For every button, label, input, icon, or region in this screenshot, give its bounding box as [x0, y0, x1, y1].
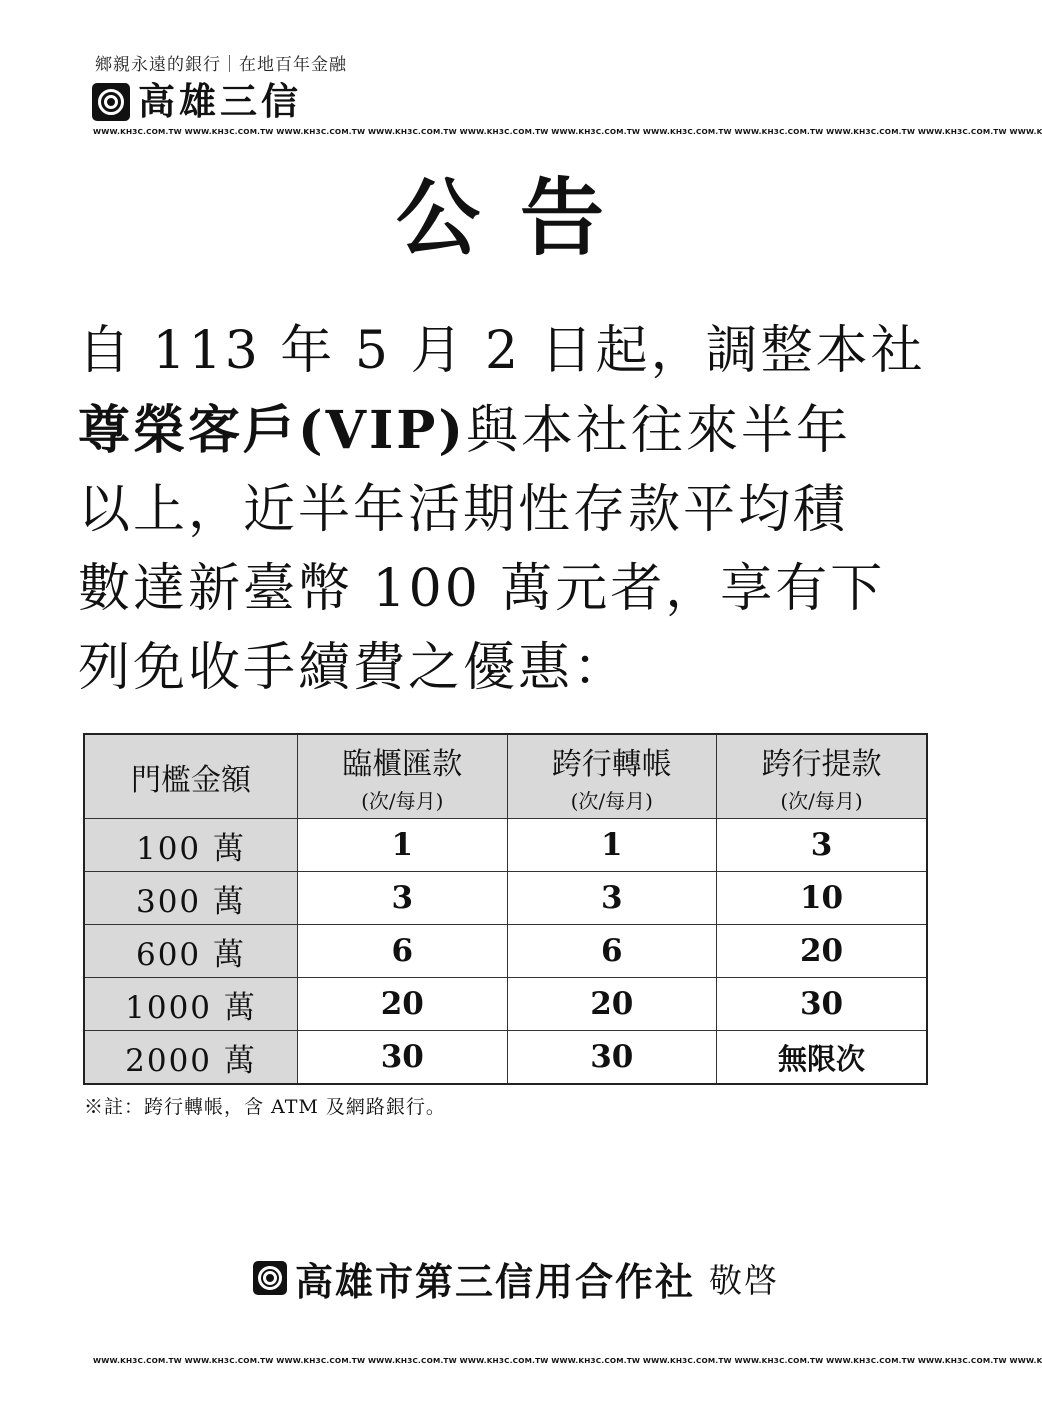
threshold-cell: 300 萬	[84, 872, 298, 925]
url-strip-bottom: WWW.KH3C.COM.TW WWW.KH3C.COM.TW WWW.KH3C.COM.TW WWW.KH3C.COM.TW WWW.KH3C.COM.TW WWW.KH3C.COM.TW WWW.KH3C.COM.TW WWW.KH3C.COM.TW WWW.KH3C.COM.TW WWW.KH3C.COM.TW WWW.K	[93, 1356, 1042, 1365]
vip-label: 尊榮客戶	[78, 401, 299, 461]
threshold-cell: 1000 萬	[84, 978, 298, 1031]
counter-remit-cell: 6	[298, 925, 508, 978]
body-line-1: 自 113 年 5 月 2 日起，調整本社	[78, 321, 926, 381]
url-strip-top: WWW.KH3C.COM.TW WWW.KH3C.COM.TW WWW.KH3C.COM.TW WWW.KH3C.COM.TW WWW.KH3C.COM.TW WWW.KH3C.COM.TW WWW.KH3C.COM.TW WWW.KH3C.COM.TW WWW.KH3C.COM.TW WWW.KH3C.COM.TW WWW.K	[93, 127, 1042, 136]
threshold-cell: 100 萬	[84, 819, 298, 872]
brand-name: 高雄三信	[138, 80, 302, 123]
counter-remit-cell: 3	[298, 872, 508, 925]
interbank-transfer-cell: 30	[507, 1031, 717, 1085]
body-line-2	[78, 391, 930, 471]
kh3c-logo-icon	[253, 1261, 287, 1295]
brand-logo	[92, 82, 302, 122]
table-header-row	[84, 734, 927, 819]
interbank-withdraw-cell: 20	[717, 925, 927, 978]
interbank-transfer-cell: 6	[507, 925, 717, 978]
table-row	[84, 925, 927, 978]
body-line-2-rest: 與本社往來半年	[466, 401, 852, 461]
interbank-withdraw-cell: 30	[717, 978, 927, 1031]
interbank-withdraw-cell: 3	[717, 819, 927, 872]
table-row	[84, 872, 927, 925]
header-counter-remit: 臨櫃匯款 (次/每月)	[298, 734, 508, 819]
notice-title: 公告	[395, 169, 644, 267]
interbank-transfer-cell: 3	[507, 872, 717, 925]
counter-remit-cell: 1	[298, 819, 508, 872]
header-threshold: 門檻金額	[84, 734, 298, 819]
threshold-cell: 600 萬	[84, 925, 298, 978]
body-line-3: 以上，近半年活期性存款平均積	[78, 480, 849, 540]
header-interbank-transfer: 跨行轉帳 (次/每月)	[507, 734, 717, 819]
interbank-withdraw-cell: 10	[717, 872, 927, 925]
respect-text: 敬啓	[709, 1260, 780, 1300]
interbank-withdraw-cell: 無限次	[717, 1031, 927, 1085]
slogan: 鄉親永遠的銀行｜在地百年金融	[95, 55, 347, 75]
body-line-5: 列免收手續費之優惠：	[78, 638, 629, 698]
footnote: ※註：跨行轉帳，含 ATM 及網路銀行。	[84, 1096, 446, 1118]
footer-signature	[253, 1256, 780, 1304]
vip-abbrev: (VIP)	[298, 400, 466, 461]
counter-remit-cell: 20	[298, 978, 508, 1031]
notice-body	[78, 312, 930, 708]
threshold-cell: 2000 萬	[84, 1031, 298, 1085]
header-interbank-withdraw: 跨行提款 (次/每月)	[717, 734, 927, 819]
fee-waiver-table	[83, 733, 928, 1085]
body-line-4: 數達新臺幣 100 萬元者，享有下	[78, 559, 886, 619]
table-row	[84, 1031, 927, 1085]
kh3c-logo-icon	[92, 83, 130, 121]
interbank-transfer-cell: 1	[507, 819, 717, 872]
table-row	[84, 978, 927, 1031]
counter-remit-cell: 30	[298, 1031, 508, 1085]
interbank-transfer-cell: 20	[507, 978, 717, 1031]
org-name: 高雄市第三信用合作社	[295, 1259, 696, 1304]
table-row	[84, 819, 927, 872]
